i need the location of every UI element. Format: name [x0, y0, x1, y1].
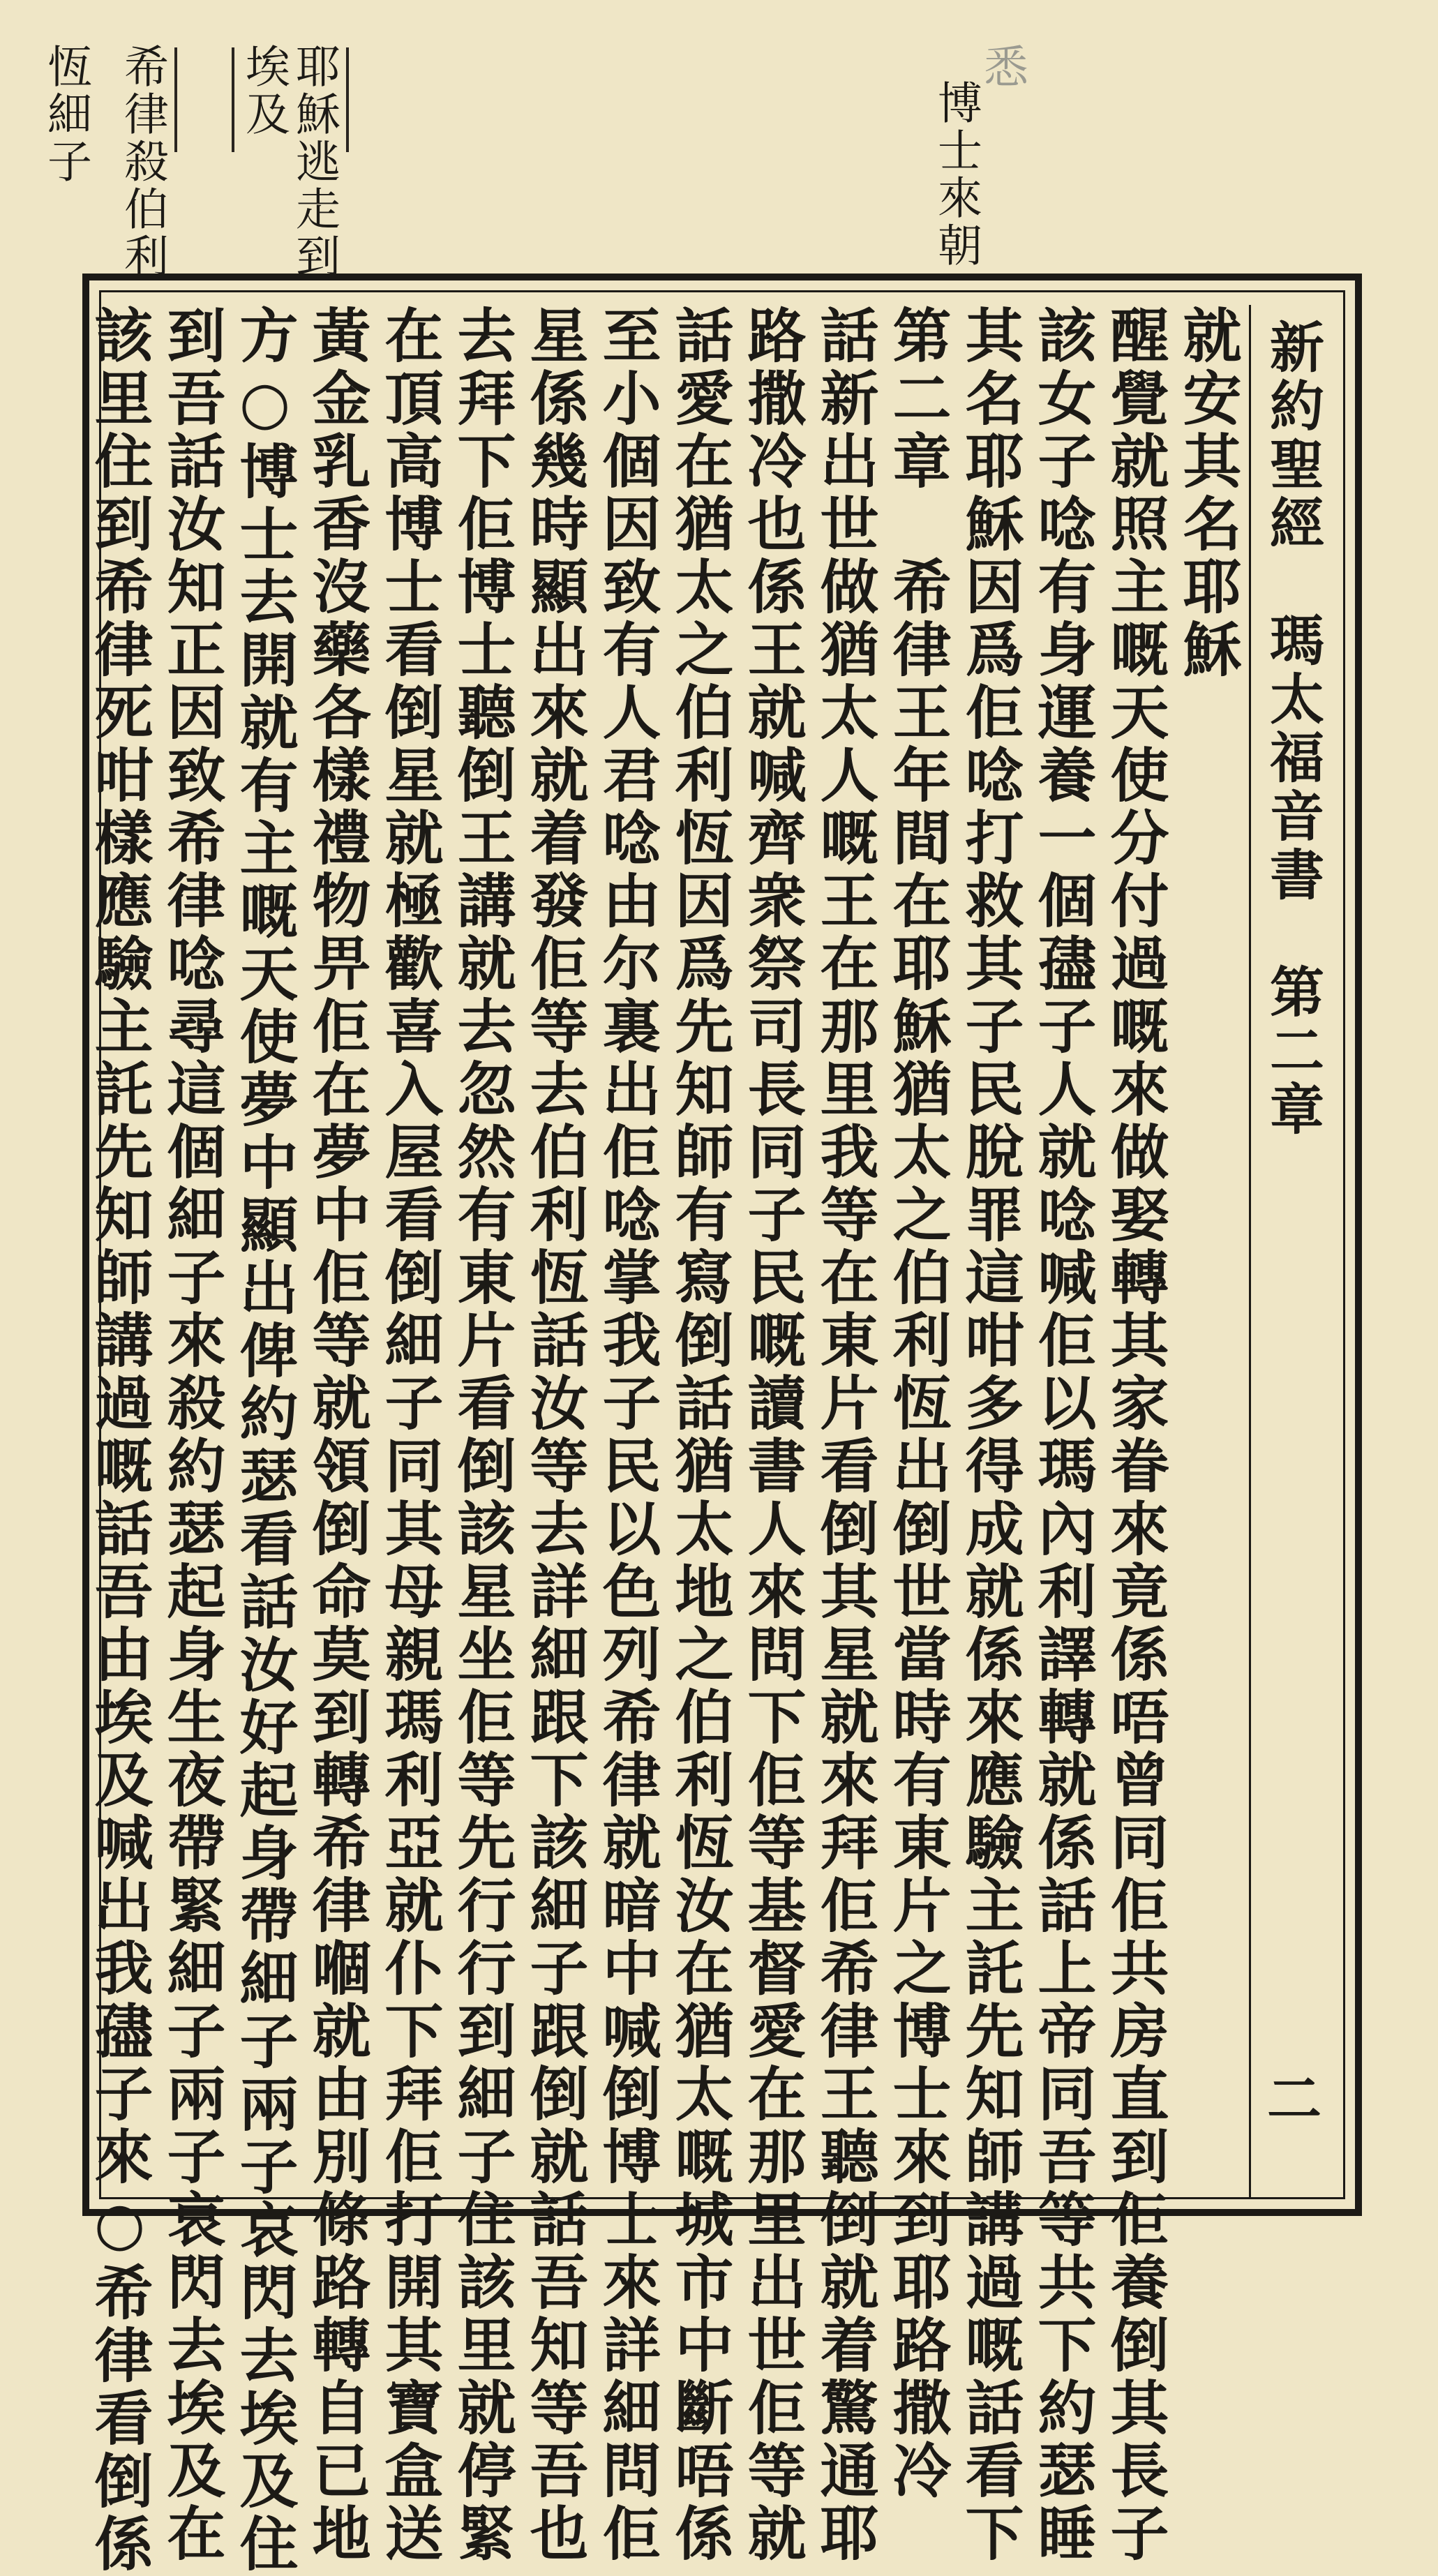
- margin-note-line: 悉: [976, 43, 1028, 91]
- text-column: 其名耶穌因爲佢唸打救其子民脫罪這咁多得成就係來應驗主託先知師講過嘅話看下: [956, 305, 1025, 2566]
- page-number: 二: [1258, 2070, 1321, 2125]
- margin-note-line: 恆細子: [40, 43, 91, 186]
- text-column: 醒覺就照主嘅天使分付過嘅來做娶轉其家眷來竟係唔曾同佢共房直到佢養倒其長子: [1101, 305, 1170, 2566]
- text-column: 方○博士去開就有主嘅天使夢中顯出俾約瑟看話汝好起身帶細子兩子哀閃去埃及住: [230, 305, 299, 2576]
- text-column: 至小個因致有人君唸由尔裏出佢唸掌我子民以色列希律就暗中喊倒博士來詳細問佢: [593, 305, 662, 2566]
- text-column: 星係幾時顯出來就着發佢等去伯利恆話汝等去詳細跟下該細子跟倒就話吾知等吾也: [520, 305, 590, 2566]
- book-title: 新約聖經 瑪太福音書 第二章: [1261, 319, 1324, 1139]
- text-column: 該女子唸有身運養一個孻子人就唸喊佢以瑪內利譯轉就係話上帝同吾等共下約瑟睡: [1028, 305, 1098, 2566]
- text-column: 話新出世做猶太人嘅王在那里我等在東片看倒其星就來拜佢希律王聽倒就着驚通耶: [811, 305, 880, 2566]
- text-column: 話愛在猶太之伯利恆因爲先知師有寫倒話猶太地之伯利恆汝在猶太嘅城市中斷唔係: [666, 305, 735, 2566]
- body-text: [85, 305, 1243, 2576]
- margin-rule: [346, 47, 349, 152]
- text-column: 在頂高博士看倒星就極歡喜入屋看倒細子同其母親瑪利亞就仆下拜佢打開其寶盒送: [375, 305, 444, 2566]
- margin-note-line: 博士來朝: [930, 80, 982, 269]
- running-header: [1249, 305, 1343, 2197]
- text-column: 第二章 希律王年間在耶穌猶太之伯利恆出倒世當時有東片之博士來到耶路撒冷: [883, 305, 952, 2503]
- text-frame-inner: [85, 290, 1345, 2576]
- margin-notes: [0, 43, 1438, 280]
- margin-note-line: 希律殺伯利: [117, 43, 168, 280]
- text-column: 就安其名耶穌: [1174, 305, 1243, 682]
- margin-note-line: 耶穌逃走到: [288, 43, 340, 280]
- text-column: 路撒冷也係王就喊齊衆祭司長同子民嘅讀書人來問下佢等基督愛在那里出世佢等就: [738, 305, 807, 2566]
- text-column: 去拜下佢博士聽倒王講就去忽然有東片看倒該星坐佢等先行行到細子住該里就停緊: [448, 305, 517, 2566]
- margin-rule: [232, 47, 234, 152]
- text-column: 該里住到希律死咁樣應驗主託先知師講過嘅話吾由埃及喊出我孻子來○希律看倒係: [85, 305, 154, 2576]
- margin-rule: [174, 47, 177, 152]
- text-column: 到吾話汝知正因致希律唸尋這個細子來殺約瑟起身生夜帶緊細子兩子哀閃去埃及在: [158, 305, 227, 2566]
- margin-note-line: 埃及: [238, 43, 290, 138]
- text-column: 黃金乳香沒藥各樣禮物畀佢在夢中佢等就領倒命莫到轉希律嗰就由別條路轉自已地: [303, 305, 372, 2566]
- text-frame: [82, 274, 1362, 2576]
